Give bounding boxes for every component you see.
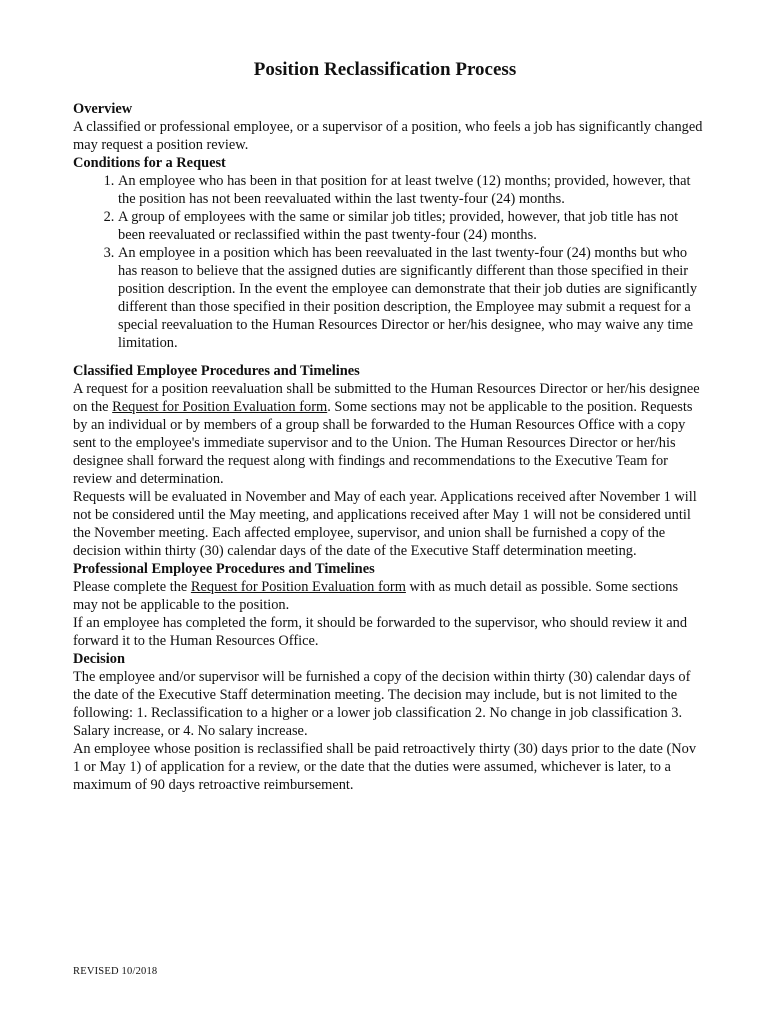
professional-p1-text-before: Please complete the xyxy=(73,579,191,595)
conditions-heading: Conditions for a Request xyxy=(73,155,226,171)
revision-footer: REVISED 10/2018 xyxy=(73,966,158,977)
overview-text: A classified or professional employee, or a supervisor of a position, who feels a job has significantly changed may request a position review. xyxy=(73,119,703,153)
document-body xyxy=(73,100,703,794)
professional-heading: Professional Employee Procedures and Timelines xyxy=(73,561,375,577)
professional-p1-text-after: with as much detail as possible. Some sections may not be applicable to the position. xyxy=(73,579,679,613)
classified-paragraph-1 xyxy=(73,380,703,488)
classified-paragraph-2: Requests will be evaluated in November and May of each year. Applications received after November 1 will not be considered until the May meeting, and applications received after May 1 will not be considered until the November meeting. Each affected employee, supervisor, and union shall be furnished a copy of the decision within thirty (30) calendar days of the date of the Executive Staff determination meeting. xyxy=(73,489,697,559)
classified-p1-text-after: . Some sections may not be applicable to the position. Requests by an individual or by members of a group shall be forwarded to the Human Resources Office with a copy sent to the employee's immediate supervisor and to the Union. The Human Resources Director or her/his designee shall forward the request along with findings and recommendations to the Executive Team for review and determination. xyxy=(73,399,693,487)
condition-item-1: 1. An employee who has been in that position for at least twelve (12) months; provided, however, that the position has not been reevaluated within the last twenty-four (24) months. xyxy=(118,172,703,208)
condition-item-3: 3. An employee in a position which has been reevaluated in the last twenty-four (24) months but who has reason to believe that the assigned duties are significantly different than those specified in their position description. In the event the employee can demonstrate that their job duties are significantly different than those specified in their position description, the Employee may submit a request for a special reevaluation to the Human Resources Director or her/his designee, who may waive any time limitation. xyxy=(118,244,703,352)
professional-evaluation-form-link[interactable]: Request for Position Evaluation form xyxy=(190,579,406,595)
document-title: Position Reclassification Process xyxy=(253,59,517,80)
classified-heading: Classified Employee Procedures and Timelines xyxy=(73,363,360,379)
decision-paragraph-2: An employee whose position is reclassified shall be paid retroactively thirty (30) days prior to the date (Nov 1 or May 1) of application for a review, or the date that the duties were assumed, whichever is later, to a maximum of 90 days retroactive reimbursement. xyxy=(73,741,697,793)
section-spacer xyxy=(73,352,703,362)
overview-heading: Overview xyxy=(73,101,133,117)
decision-paragraph-1: The employee and/or supervisor will be furnished a copy of the decision within thirty (30) calendar days of the date of the Executive Staff determination meeting. The decision may include, but is not limited to the following: 1. Reclassification to a higher or a lower job classification 2. No change in job classification 3. Salary increase, or 4. No salary increase. xyxy=(73,669,691,739)
decision-heading: Decision xyxy=(73,651,125,667)
condition-item-2: 2. A group of employees with the same or similar job titles; provided, however, that job title has not been reevaluated or reclassified within the past twenty-four (24) months. xyxy=(118,208,703,244)
conditions-list xyxy=(73,172,703,352)
professional-paragraph-2: If an employee has completed the form, it should be forwarded to the supervisor, who should review it and forward it to the Human Resources Office. xyxy=(73,615,688,649)
classified-p1-text-before: A request for a position reevaluation shall be submitted to the Human Resources Director or her/his designee on the xyxy=(73,381,700,415)
classified-evaluation-form-link[interactable]: Request for Position Evaluation form xyxy=(112,399,328,415)
professional-paragraph-1 xyxy=(73,578,703,614)
